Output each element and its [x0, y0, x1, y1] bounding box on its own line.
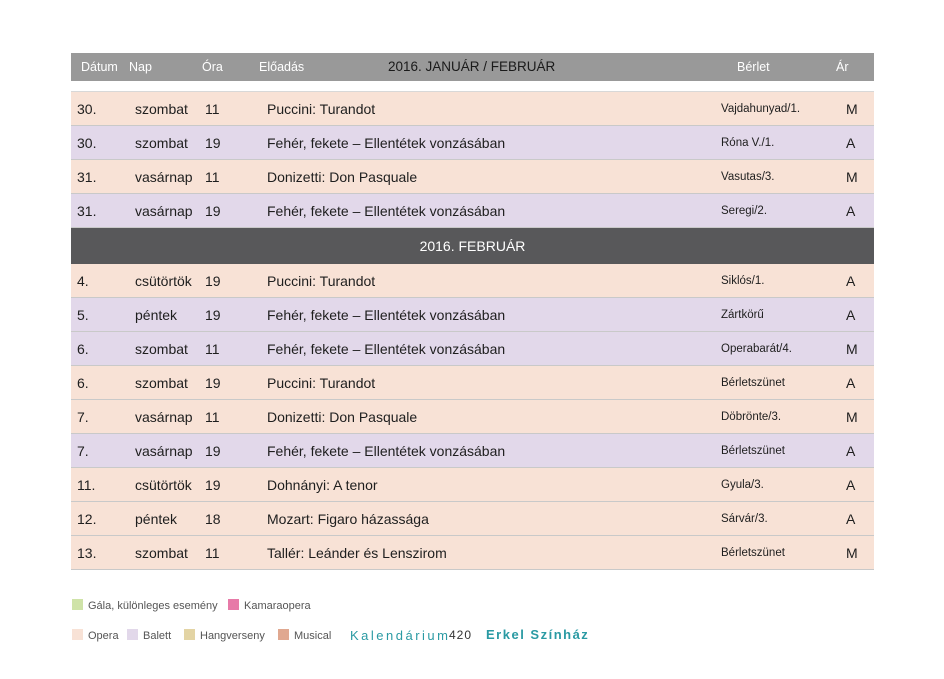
row-date: 13. — [77, 545, 97, 561]
row-title: Dohnányi: A tenor — [267, 477, 378, 493]
row-berlet: Döbrönte/3. — [721, 411, 782, 423]
row-time: 11 — [205, 545, 220, 561]
row-berlet: Seregi/2. — [721, 205, 768, 217]
row-day: szombat — [135, 135, 188, 151]
row-berlet: Sárvár/3. — [721, 513, 768, 525]
row-time: 19 — [205, 273, 221, 289]
row-day: vasárnap — [135, 169, 193, 185]
table-row — [71, 92, 874, 126]
row-price: A — [846, 375, 856, 391]
row-price: M — [846, 341, 858, 357]
legend-opera — [72, 629, 119, 642]
header-eloadas: Előadás — [259, 60, 305, 74]
header-ar: Ár — [836, 60, 849, 74]
row-date: 31. — [77, 169, 97, 185]
row-title: Mozart: Figaro házassága — [267, 511, 429, 527]
row-time: 19 — [205, 307, 221, 323]
row-day: csütörtök — [135, 273, 192, 289]
row-title: Fehér, fekete – Ellentétek vonzásában — [267, 443, 506, 459]
row-date: 30. — [77, 135, 97, 151]
footer-kalendarium: Kalendárium — [350, 628, 451, 643]
legend-gala-label: Gála, különleges esemény — [88, 600, 218, 612]
row-title: Puccini: Turandot — [267, 101, 376, 117]
row-day: péntek — [135, 511, 178, 527]
row-title: Fehér, fekete – Ellentétek vonzásában — [267, 307, 506, 323]
row-time: 19 — [205, 203, 221, 219]
row-title: Donizetti: Don Pasquale — [267, 409, 418, 425]
row-berlet: Gyula/3. — [721, 479, 764, 491]
row-day: szombat — [135, 545, 188, 561]
row-time: 11 — [205, 169, 220, 185]
row-title: Puccini: Turandot — [267, 375, 376, 391]
january-rows — [71, 92, 874, 228]
table-row — [71, 298, 874, 332]
header-nap: Nap — [129, 60, 152, 74]
row-day: szombat — [135, 101, 188, 117]
musical-swatch — [278, 629, 289, 640]
program-table — [71, 53, 874, 570]
legend-gala — [72, 599, 218, 612]
row-date: 6. — [77, 375, 89, 391]
row-berlet: Bérletszünet — [721, 377, 785, 389]
row-time: 19 — [205, 477, 221, 493]
row-day: vasárnap — [135, 203, 193, 219]
row-berlet: Bérletszünet — [721, 547, 785, 559]
row-day: péntek — [135, 307, 178, 323]
row-date: 7. — [77, 443, 89, 459]
row-title: Tallér: Leánder és Lenszirom — [267, 545, 447, 561]
table-row — [71, 264, 874, 298]
header-gap — [71, 81, 874, 92]
row-price: M — [846, 545, 858, 561]
row-date: 31. — [77, 203, 97, 219]
row-date: 7. — [77, 409, 89, 425]
table-row — [71, 366, 874, 400]
legend-kamara-label: Kamaraopera — [244, 600, 311, 612]
row-berlet: Zártkörű — [721, 309, 764, 321]
kamara-swatch — [228, 599, 239, 610]
header-title: 2016. JANUÁR / FEBRUÁR — [388, 59, 556, 74]
legend-hangverseny — [184, 629, 265, 642]
row-berlet: Bérletszünet — [721, 445, 785, 457]
row-time: 19 — [205, 375, 221, 391]
row-date: 4. — [77, 273, 89, 289]
legend-kamara — [228, 599, 311, 612]
row-price: A — [846, 511, 856, 527]
table-header — [71, 53, 874, 81]
table-row — [71, 502, 874, 536]
footer-erkel: Erkel Színház — [486, 627, 590, 642]
row-title: Fehér, fekete – Ellentétek vonzásában — [267, 341, 506, 357]
row-berlet: Vasutas/3. — [721, 171, 775, 183]
row-price: A — [846, 273, 856, 289]
row-price: A — [846, 477, 856, 493]
row-time: 11 — [205, 101, 220, 117]
header-ora: Óra — [202, 60, 223, 74]
row-day: szombat — [135, 341, 188, 357]
row-time: 19 — [205, 135, 221, 151]
table-row — [71, 434, 874, 468]
row-price: A — [846, 307, 856, 323]
header-datum: Dátum — [81, 60, 118, 74]
gala-swatch — [72, 599, 83, 610]
row-date: 6. — [77, 341, 89, 357]
table-row — [71, 126, 874, 160]
balett-swatch — [127, 629, 138, 640]
row-price: M — [846, 101, 858, 117]
row-day: csütörtök — [135, 477, 192, 493]
legend-opera-label: Opera — [88, 630, 119, 642]
legend-musical — [278, 629, 331, 642]
row-title: Fehér, fekete – Ellentétek vonzásában — [267, 135, 506, 151]
row-berlet: Operabarát/4. — [721, 343, 792, 355]
row-date: 12. — [77, 511, 97, 527]
hangverseny-swatch — [184, 629, 195, 640]
row-title: Donizetti: Don Pasquale — [267, 169, 418, 185]
row-price: A — [846, 135, 856, 151]
legend-balett-label: Balett — [143, 630, 172, 642]
opera-swatch — [72, 629, 83, 640]
row-time: 11 — [205, 341, 220, 357]
row-time: 19 — [205, 443, 221, 459]
row-day: vasárnap — [135, 443, 193, 459]
row-berlet: Siklós/1. — [721, 275, 765, 287]
row-date: 11. — [77, 477, 96, 493]
row-price: A — [846, 203, 856, 219]
row-day: szombat — [135, 375, 188, 391]
table-row — [71, 468, 874, 502]
table-row — [71, 536, 874, 570]
row-price: M — [846, 409, 858, 425]
table-row — [71, 194, 874, 228]
row-time: 11 — [205, 409, 220, 425]
legend-musical-label: Musical — [294, 630, 332, 642]
february-rows — [71, 264, 874, 570]
row-date: 30. — [77, 101, 97, 117]
legend-hangverseny-label: Hangverseny — [200, 630, 265, 642]
row-day: vasárnap — [135, 409, 193, 425]
row-date: 5. — [77, 307, 89, 323]
table-row — [71, 400, 874, 434]
row-time: 18 — [205, 511, 221, 527]
legend-balett — [127, 629, 171, 642]
page-number: 420 — [449, 628, 473, 642]
row-price: A — [846, 443, 856, 459]
table-row — [71, 332, 874, 366]
table-row — [71, 160, 874, 194]
row-berlet: Vajdahunyad/1. — [721, 103, 801, 115]
row-title: Puccini: Turandot — [267, 273, 376, 289]
row-price: M — [846, 169, 858, 185]
header-berlet: Bérlet — [737, 60, 770, 74]
month-separator: 2016. FEBRUÁR — [71, 228, 874, 264]
row-berlet: Róna V./1. — [721, 137, 775, 149]
row-title: Fehér, fekete – Ellentétek vonzásában — [267, 203, 506, 219]
